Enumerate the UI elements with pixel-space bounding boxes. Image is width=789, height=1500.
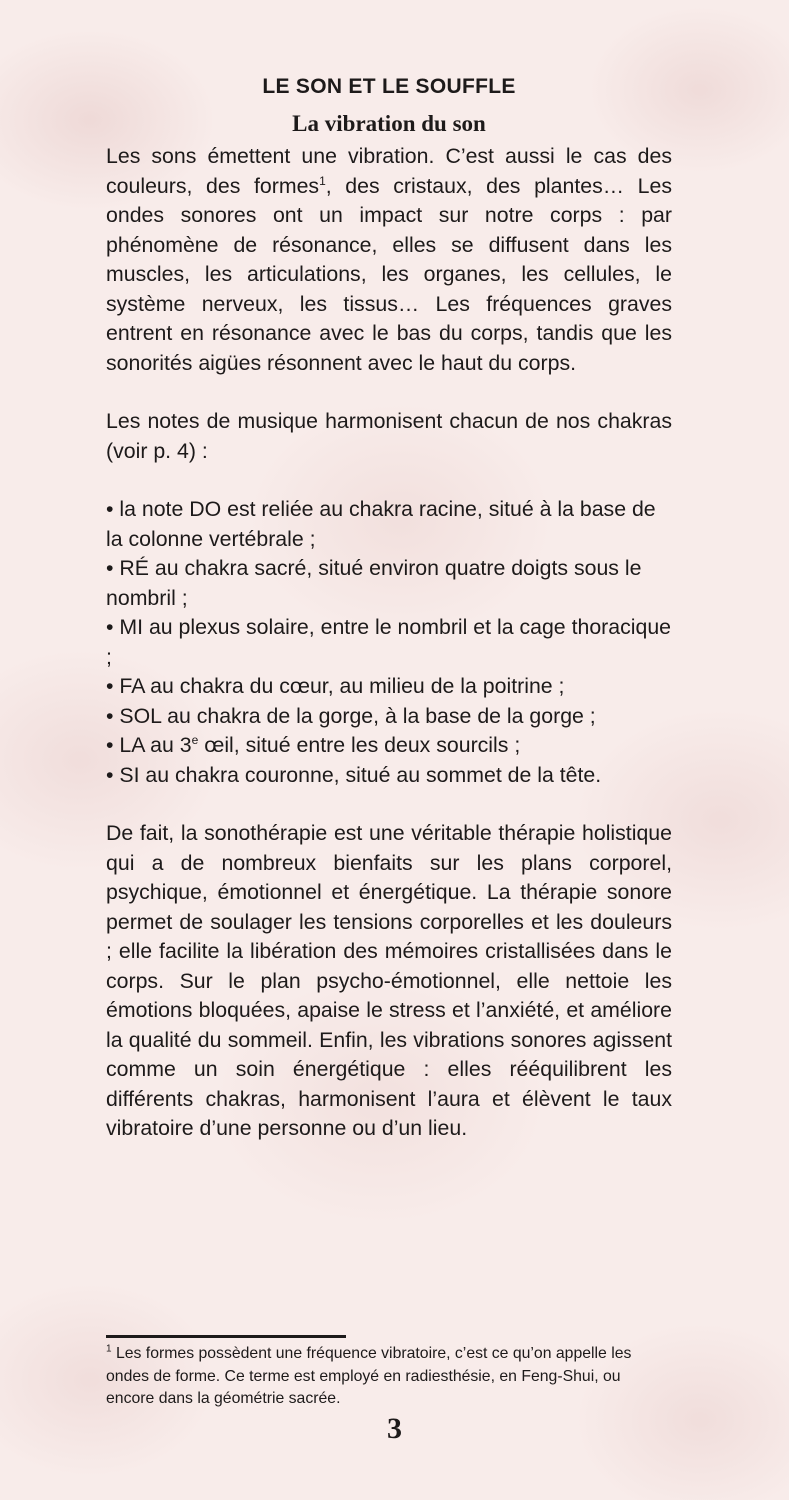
- intro-text-part1: Les sons émettent une vibration. C’est aussi le cas des couleurs, des formes: [106, 144, 672, 198]
- intro-paragraph: [106, 142, 672, 378]
- list-item-la-sup: e: [191, 732, 199, 747]
- conclusion-paragraph: De fait, la sonothérapie est une véritable thérapie holistique qui a de nombreux bienfaits sur les plans corporel, psychique, émotionnel et énergétique. La thérapie sonore permet de soulager les tensions corporelles et les douleurs ; elle facilite la libération des mémoires cristallisées dans le corps. Sur le plan psycho-émotionnel, elle nettoie les émotions bloquées, apaise le stress et l’anxiété, et améliore la qualité du sommeil. Enfin, les vibrations sonores agissent comme un soin énergétique : elles rééquilibrent les différents chakras, harmonisent l’aura et élèvent le taux vibratoire d’une personne ou d’un lieu.: [106, 821, 672, 1140]
- chakra-note-list: [106, 495, 672, 790]
- page-number: 3: [387, 1412, 402, 1445]
- page-content: [106, 68, 672, 1144]
- paragraph-gap: [106, 378, 672, 407]
- paragraph-gap: [106, 466, 672, 495]
- list-item-fa: • FA au chakra du cœur, au milieu de la poitrine ;: [106, 672, 672, 702]
- footnote: [106, 1343, 672, 1411]
- section-title: La vibration du son: [292, 111, 486, 136]
- list-item-si: • SI au chakra couronne, situé au sommet de la tête.: [106, 761, 672, 791]
- list-item-sol: • SOL au chakra de la gorge, à la base de la gorge ;: [106, 702, 672, 732]
- list-item-do: • la note DO est reliée au chakra racine, situé à la base de la colonne vertébrale ;: [106, 495, 672, 554]
- footnote-text: Les formes possèdent une fréquence vibratoire, c’est ce qu’on appelle les ondes de forme. Ce terme est employé en radiesthésie, en Feng-Shui, ou encore dans la géométrie sacrée.: [106, 1345, 632, 1407]
- list-item-la-before: LA au 3: [119, 733, 192, 757]
- footnote-reference: 1: [319, 173, 326, 188]
- chapter-title: LE SON ET LE SOUFFLE: [262, 75, 516, 98]
- list-item-la: [106, 731, 672, 761]
- paragraph-gap: [106, 790, 672, 819]
- footnote-number: 1: [106, 1343, 112, 1355]
- footnote-divider: [106, 1335, 346, 1338]
- list-item-mi: • MI au plexus solaire, entre le nombril et la cage thoracique ;: [106, 613, 672, 672]
- list-item-la-after: œil, situé entre les deux sourcils ;: [198, 733, 521, 757]
- intro-text-part2: , des cristaux, des plantes… Les ondes sonores ont un impact sur notre corps : par phénomène de résonance, elles se diffusent dans les muscles, les articulations, les organes, les cellules, le système nerveux, les tissus… Les fréquences graves entrent en résonance avec le bas du corps, tandis que les sonorités aigües résonnent avec le haut du corps.: [106, 173, 672, 375]
- list-item-re: • RÉ au chakra sacré, situé environ quatre doigts sous le nombril ;: [106, 554, 672, 613]
- notes-intro-paragraph: Les notes de musique harmonisent chacun de nos chakras (voir p. 4) :: [106, 409, 672, 463]
